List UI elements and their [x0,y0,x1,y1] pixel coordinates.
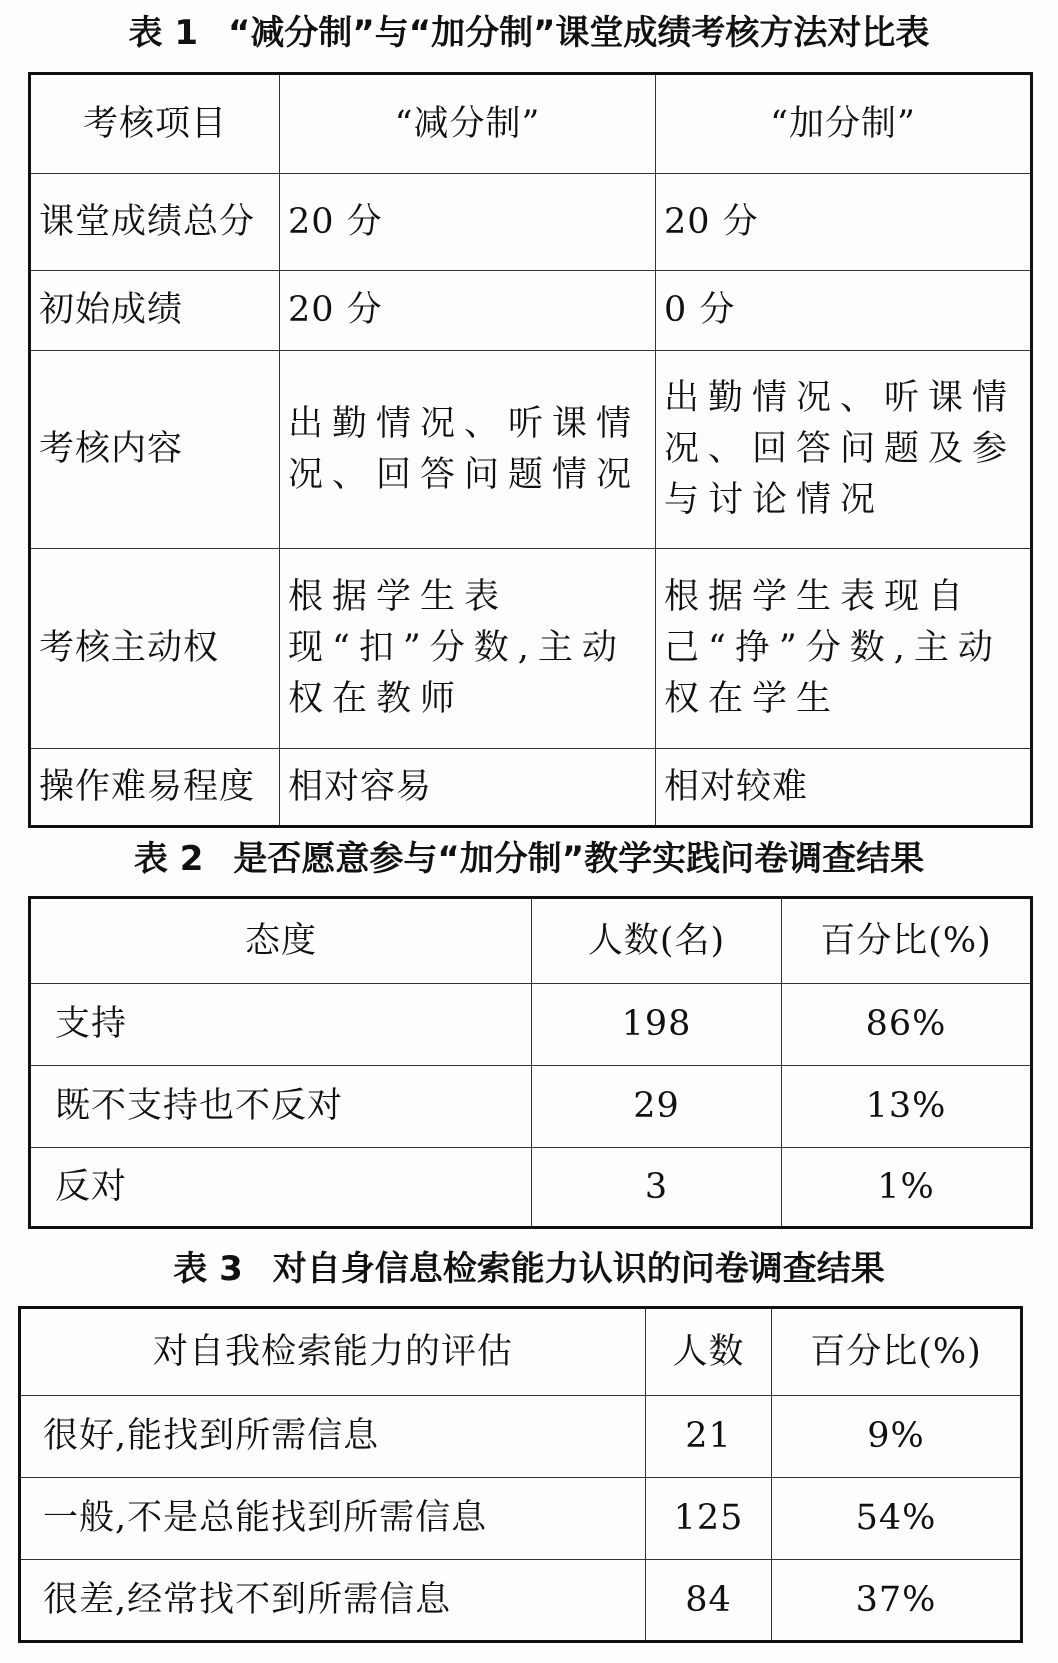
table-cell: 20 分 [656,174,1032,271]
header-cell: “减分制” [280,74,656,174]
row-label: 很好,能找到所需信息 [20,1396,646,1478]
table3-caption [0,1249,1058,1289]
count-cell: 84 [646,1560,772,1642]
count-cell: 125 [646,1478,772,1560]
table-cell: 相对容易 [280,749,656,827]
table2-caption-number: 表 2 [133,839,204,879]
table3-caption-number: 表 3 [173,1249,243,1289]
table3-caption-title: 对自身信息检索能力认识的问卷调查结果 [272,1249,885,1289]
row-label: 一般,不是总能找到所需信息 [20,1478,646,1560]
retrieval-ability-table [18,1306,1023,1643]
row-label: 很差,经常找不到所需信息 [20,1560,646,1642]
table-row [30,351,1032,549]
row-label: 考核内容 [30,351,280,549]
percent-cell: 37% [772,1560,1022,1642]
percent-cell: 13% [782,1066,1032,1148]
table-row [30,1066,1032,1148]
table-cell: 相对较难 [656,749,1032,827]
count-cell: 198 [532,984,782,1066]
row-label: 操作难易程度 [30,749,280,827]
table-row [30,1148,1032,1228]
table-cell: 0 分 [656,271,1032,351]
row-label: 支持 [30,984,532,1066]
table-row [20,1560,1022,1642]
header-cell: “加分制” [656,74,1032,174]
percent-cell: 9% [772,1396,1022,1478]
percent-cell: 54% [772,1478,1022,1560]
table-header-row [30,74,1032,174]
table-cell: 出勤情况、听课情况、回答问题情况 [280,351,656,549]
comparison-table [28,72,1033,828]
table2-caption-title: 是否愿意参与“加分制”教学实践问卷调查结果 [233,839,925,879]
attitude-survey-table [28,896,1033,1229]
table-cell: 根据学生表现自己“挣”分数,主动权在学生 [656,549,1032,749]
count-cell: 3 [532,1148,782,1228]
header-cell: 考核项目 [30,74,280,174]
table-cell: 20 分 [280,174,656,271]
percent-cell: 86% [782,984,1032,1066]
row-label: 课堂成绩总分 [30,174,280,271]
header-cell: 对自我检索能力的评估 [20,1308,646,1396]
table-row [30,749,1032,827]
row-label: 既不支持也不反对 [30,1066,532,1148]
header-cell: 百分比(%) [782,898,1032,984]
table1-caption [0,13,1058,53]
table-row [20,1396,1022,1478]
table-cell: 根据学生表现“扣”分数,主动权在教师 [280,549,656,749]
count-cell: 21 [646,1396,772,1478]
header-cell: 人数(名) [532,898,782,984]
table-row [30,984,1032,1066]
row-label: 初始成绩 [30,271,280,351]
percent-cell: 1% [782,1148,1032,1228]
row-label: 反对 [30,1148,532,1228]
table-row [30,174,1032,271]
table-header-row [20,1308,1022,1396]
table-row [30,549,1032,749]
header-cell: 百分比(%) [772,1308,1022,1396]
header-cell: 态度 [30,898,532,984]
table-cell: 20 分 [280,271,656,351]
table2-caption [0,839,1058,879]
row-label: 考核主动权 [30,549,280,749]
table1-caption-number: 表 1 [128,13,199,53]
header-cell: 人数 [646,1308,772,1396]
table1-caption-title: “减分制”与“加分制”课堂成绩考核方法对比表 [228,13,930,53]
table-cell: 出勤情况、听课情况、回答问题及参与讨论情况 [656,351,1032,549]
table-row [30,271,1032,351]
table-header-row [30,898,1032,984]
table-row [20,1478,1022,1560]
count-cell: 29 [532,1066,782,1148]
